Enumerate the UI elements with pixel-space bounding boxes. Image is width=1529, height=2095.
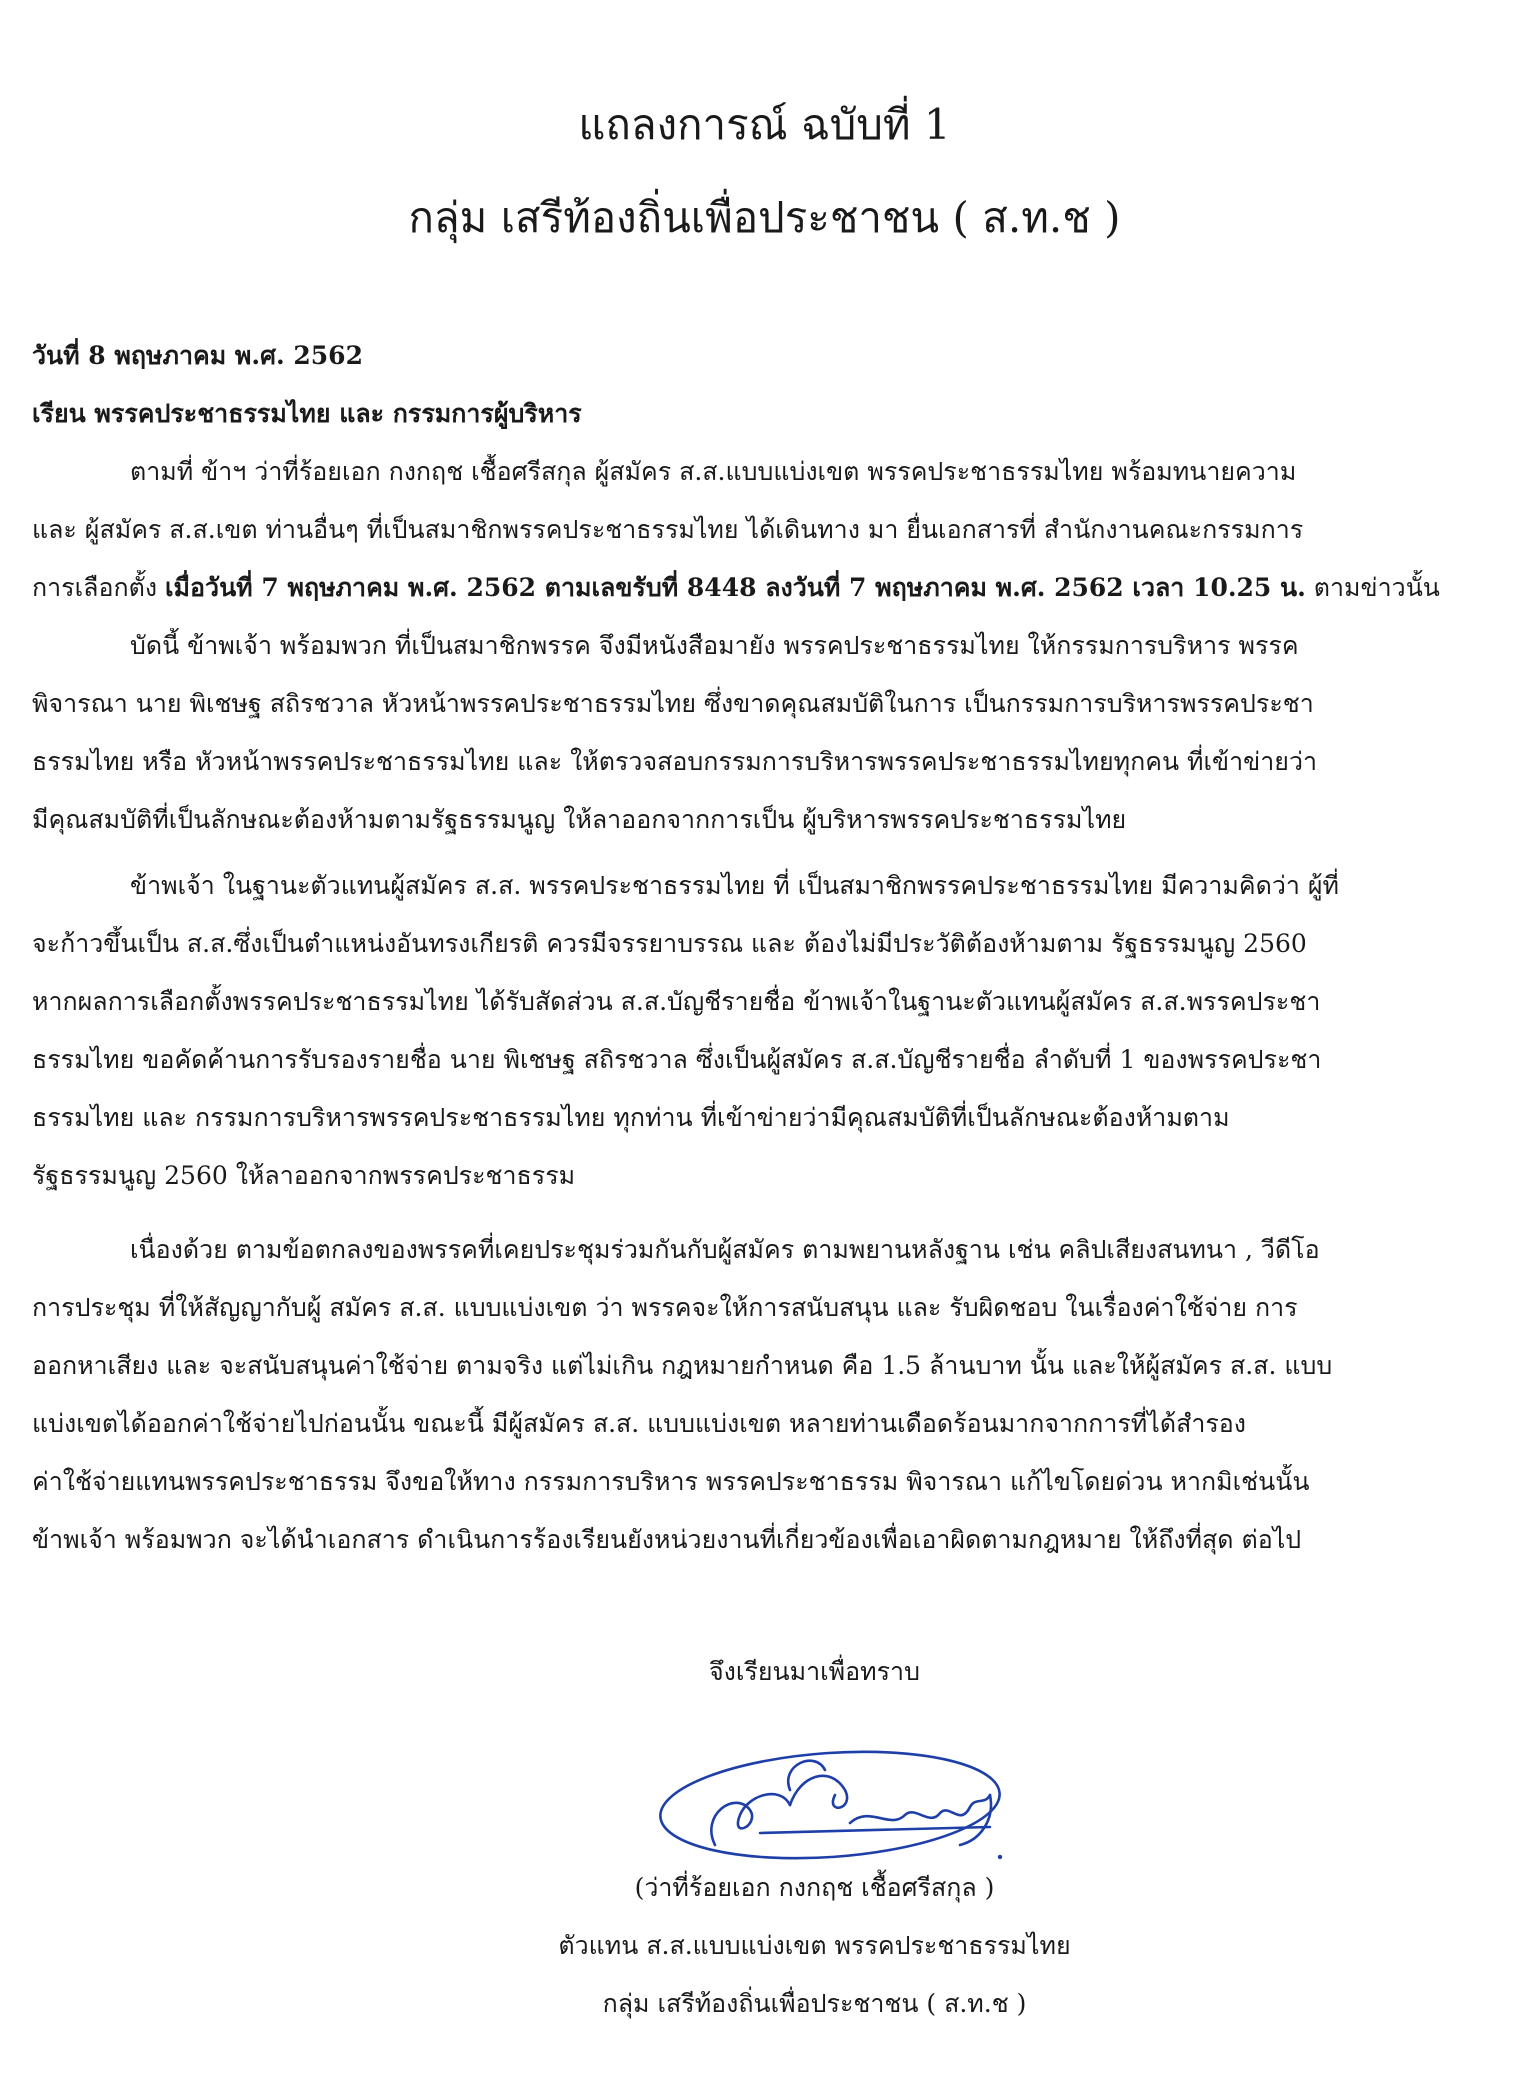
document-subtitle: กลุ่ม เสรีท้องถิ่นเพื่อประชาชน ( ส.ท.ช ) [408,193,1121,242]
para2-line2: พิจารณา นาย พิเชษฐ สถิรชวาล หัวหน้าพรรคประชาธรรมไทย ซึ่งขาดคุณสมบัติในการ เป็นกรรมการบริหารพรรคประชา [32,689,1314,718]
para2-line1: บัดนี้ ข้าพเจ้า พร้อมพวก ที่เป็นสมาชิกพรรค จึงมีหนังสือมายัง พรรคประชาธรรมไทย ให้กรรมการบริหาร พรรค [130,631,1299,660]
date-line: วันที่ 8 พฤษภาคม พ.ศ. 2562 [32,341,363,370]
document-title: แถลงการณ์ ฉบับที่ 1 [578,100,951,149]
para4-line3: ออกหาเสียง และ จะสนับสนุนค่าใช้จ่าย ตามจริง แต่ไม่เกิน กฎหมายกำหนด คือ 1.5 ล้านบาท นั้น และให้ผู้สมัคร ส.ส. แบบ [32,1351,1333,1380]
para3-line2: จะก้าวขึ้นเป็น ส.ส.ซึ่งเป็นตำแหน่งอันทรงเกียรติ ควรมีจรรยาบรรณ และ ต้องไม่มีประวัติต้องห้ามตาม รัฐธรรมนูญ 2560 [32,929,1307,958]
para3-line3: หากผลการเลือกตั้งพรรคประชาธรรมไทย ได้รับสัดส่วน ส.ส.บัญชีรายชื่อ ข้าพเจ้าในฐานะตัวแทนผู้สมัคร ส.ส.พรรคประชา [32,987,1321,1016]
para3-line6: รัฐธรรมนูญ 2560 ให้ลาออกจากพรรคประชาธรรม [32,1161,576,1190]
closing-line: จึงเรียนมาเพื่อทราบ [709,1657,920,1686]
para3-line5: ธรรมไทย และ กรรมการบริหารพรรคประชาธรรมไทย ทุกท่าน ที่เข้าข่ายว่ามีคุณสมบัติที่เป็นลักษณะต้องห้ามตาม [32,1103,1230,1132]
para3-line1: ข้าพเจ้า ในฐานะตัวแทนผู้สมัคร ส.ส. พรรคประชาธรรมไทย ที่ เป็นสมาชิกพรรคประชาธรรมไทย มีความคิดว่า ผู้ที่ [130,871,1339,900]
para1-line2: และ ผู้สมัคร ส.ส.เขต ท่านอื่นๆ ที่เป็นสมาชิกพรรคประชาธรรมไทย ได้เดินทาง มา ยื่นเอกสารที่ สำนักงานคณะกรรมการ [32,515,1304,544]
para1-line3-start: การเลือกตั้ง [32,573,166,602]
para4-line6: ข้าพเจ้า พร้อมพวก จะได้นำเอกสาร ดำเนินการร้องเรียนยังหน่วยงานที่เกี่ยวข้องเพื่อเอาผิดตามกฎหมาย ให้ถึงที่สุด ต่อไป [32,1525,1302,1554]
para4-line5: ค่าใช้จ่ายแทนพรรคประชาธรรม จึงขอให้ทาง กรรมการบริหาร พรรคประชาธรรม พิจารณา แก้ไขโดยด่วน หากมิเช่นนั้น [32,1467,1310,1496]
signer-position: ตัวแทน ส.ส.แบบแบ่งเขต พรรคประชาธรรมไทย [558,1931,1071,1960]
para1-line3 [32,570,1487,606]
para1-line3-bold: เมื่อวันที่ 7 พฤษภาคม พ.ศ. 2562 ตามเลขรับที่ 8448 ลงวันที่ 7 พฤษภาคม พ.ศ. 2562 เวลา 10.25 น. [165,573,1306,602]
para3-line4: ธรรมไทย ขอคัดค้านการรับรองรายชื่อ นาย พิเชษฐ สถิรชวาล ซึ่งเป็นผู้สมัคร ส.ส.บัญชีรายชื่อ ลำดับที่ 1 ของพรรคประชา [32,1045,1322,1074]
para2-line3: ธรรมไทย หรือ หัวหน้าพรรคประชาธรรมไทย และ ให้ตรวจสอบกรรมการบริหารพรรคประชาธรรมไทยทุกคน ที่เข้าข่ายว่า [32,747,1318,776]
para1-line3-end: ตามข่าวนั้น [1305,573,1440,602]
para4-line4: แบ่งเขตได้ออกค่าใช้จ่ายไปก่อนนั้น ขณะนี้ มีผู้สมัคร ส.ส. แบบแบ่งเขต หลายท่านเดือดร้อนมากจากการที่ได้สำรอง [32,1409,1247,1438]
para2-line4: มีคุณสมบัติที่เป็นลักษณะต้องห้ามตามรัฐธรรมนูญ ให้ลาออกจากการเป็น ผู้บริหารพรรคประชาธรรมไทย [32,805,1127,834]
signer-group: กลุ่ม เสรีท้องถิ่นเพื่อประชาชน ( ส.ท.ช ) [602,1989,1027,2018]
handwritten-signature [640,1735,1020,1865]
para4-line1: เนื่องด้วย ตามข้อตกลงของพรรคที่เคยประชุมร่วมกันกับผู้สมัคร ตามพยานหลังฐาน เช่น คลิปเสียงสนทนา , วีดีโอ [130,1235,1320,1264]
para1-line1: ตามที่ ข้าฯ ว่าที่ร้อยเอก กงกฤช เชื้อศรีสกุล ผู้สมัคร ส.ส.แบบแบ่งเขต พรรคประชาธรรมไทย พร้อมทนายความ [130,457,1297,486]
para4-line2: การประชุม ที่ให้สัญญากับผู้ สมัคร ส.ส. แบบแบ่งเขต ว่า พรรคจะให้การสนับสนุน และ รับผิดชอบ ในเรื่องค่าใช้จ่าย การ [32,1293,1298,1322]
signer-name: (ว่าที่ร้อยเอก กงกฤช เชื้อศรีสกุล ) [634,1873,995,1902]
salutation: เรียน พรรคประชาธรรมไทย และ กรรมการผู้บริหาร [32,399,582,428]
